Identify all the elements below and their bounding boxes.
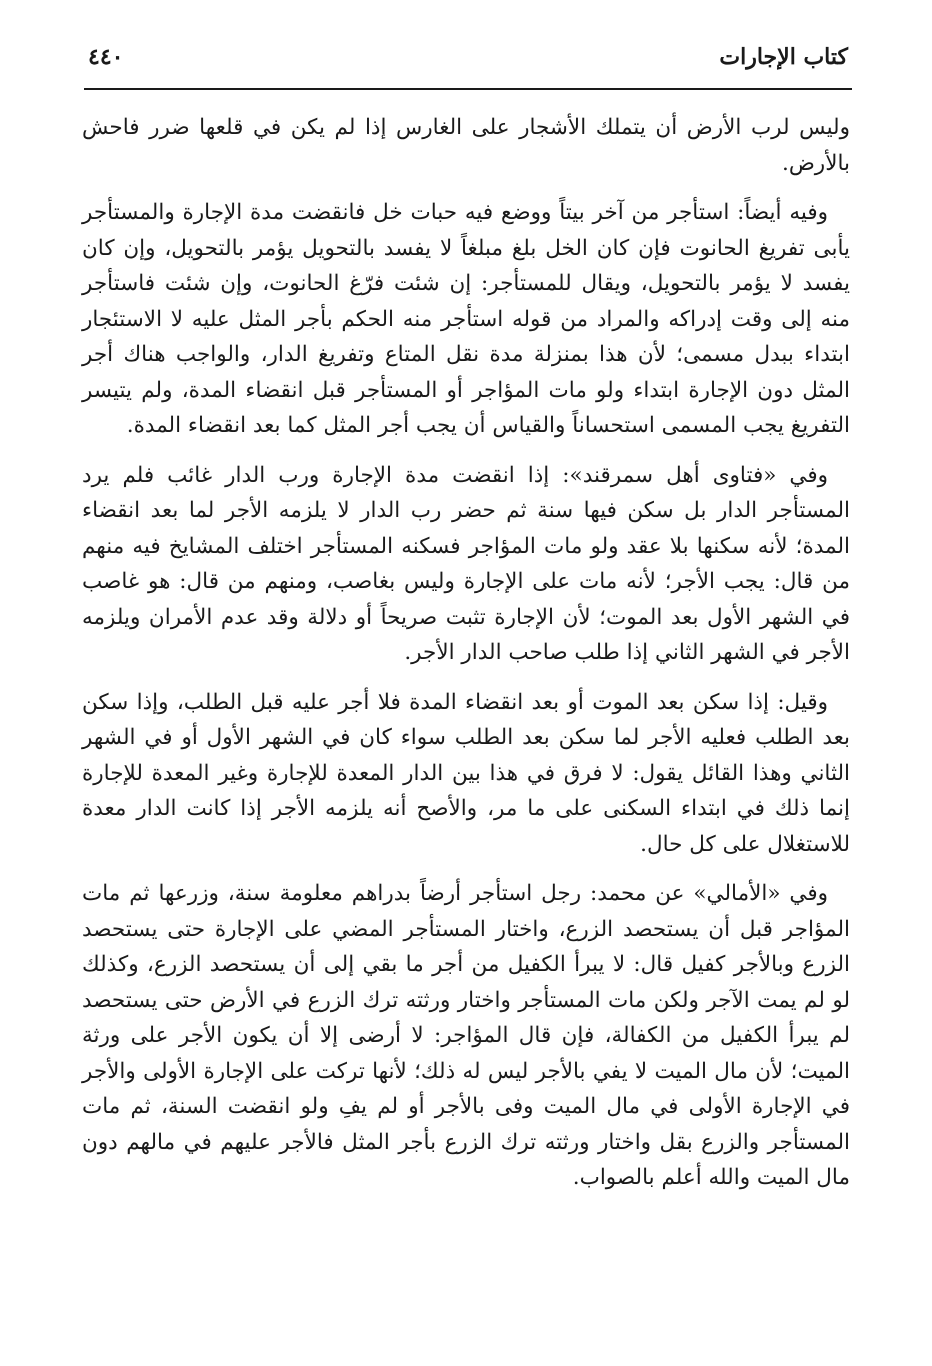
header-divider (84, 88, 852, 90)
page-header (88, 40, 848, 84)
paragraph-1: وليس لرب الأرض أن يتملك الأشجار على الغارس إذا لم يكن في قلعها ضرر فاحش بالأرض. (82, 115, 850, 176)
paragraph-2: وفيه أيضاً: استأجر من آخر بيتاً ووضع فيه حبات خل فانقضت مدة الإجارة والمستأجر يأبى تفريغ الحانوت فإن كان الخل بلغ مبلغاً لا يفسد بالتحويل يؤمر بالتحويل، وإن كان يفسد لا يؤمر بالتحويل، ويقال للمستأجر: إن شئت فرّغ الحانوت، وإن شئت فاستأجر منه إلى وقت إدراكه والمراد من قوله استأجر منه الحكم بأجر المثل عليه لا الاستئجار ابتداء ببدل مسمى؛ لأن هذا بمنزلة مدة نقل المتاع وتفريغ الدار، والواجب هناك أجر المثل دون الإجارة ابتداء ولو مات المؤاجر أو المستأجر قبل انقضاء المدة، ولم يتيسر التفريغ يجب المسمى استحساناً والقياس أن يجب أجر المثل كما بعد انقضاء المدة. (82, 200, 850, 438)
page-number: ٤٤٠ (88, 44, 124, 70)
book-title: كتاب الإجارات (719, 44, 848, 70)
paragraph-3: وفي «فتاوى أهل سمرقند»: إذا انقضت مدة الإجارة ورب الدار غائب فلم يرد المستأجر الدار بل سكن فيها سنة ثم حضر رب الدار لا يلزمه الأجر لما بعد انقضاء المدة؛ لأنه سكنها بلا عقد ولو مات المؤاجر فسكنه المستأجر اختلف المشايخ فيه منهم من قال: يجب الأجر؛ لأنه مات على الإجارة وليس بغاصب، ومنهم من قال: هو غاصب في الشهر الأول بعد الموت؛ لأن الإجارة تثبت صريحاً أو دلالة وقد عدم الأمران ويلزمه الأجر في الشهر الثاني إذا طلب صاحب الدار الأجر. (82, 462, 850, 665)
paragraph-4: وقيل: إذا سكن بعد الموت أو بعد انقضاء المدة فلا أجر عليه قبل الطلب، وإذا سكن بعد الطلب فعليه الأجر لما سكن بعد الطلب سواء كان في الشهر الأول أو في الشهر الثاني وهذا القائل يقول: لا فرق في هذا بين الدار المعدة للإجارة وغير المعدة للإجارة إنما ذلك في ابتداء السكنى على ما مر، والأصح أنه يلزمه الأجر إذا كانت الدار معدة للاستغلال على كل حال. (82, 689, 850, 857)
paragraph-5: وفي «الأمالي» عن محمد: رجل استأجر أرضاً بدراهم معلومة سنة، وزرعها ثم مات المؤاجر قبل أن يستحصد الزرع، واختار المستأجر المضي على الإجارة حتى يستحصد الزرع وبالأجر كفيل قال: لا يبرأ الكفيل من أجر ما بقي إلى أن يستحصد الزرع، وكذلك لو لم يمت الآجر ولكن مات المستأجر واختار ورثته ترك الزرع في الأرض حتى يستحصد لم يبرأ الكفيل من الكفالة، فإن قال المؤاجر: لا أرضى إلا أن يكون الأجر على ورثة الميت؛ لأن مال الميت لا يفي بالأجر ليس له ذلك؛ لأنها تركت على الإجارة الأولى والأجر في الإجارة الأولى في مال الميت وفى بالأجر أو لم يفِ ولو انقضت السنة، ثم مات المستأجر والزرع بقل واختار ورثته ترك الزرع بأجر المثل فالأجر عليهم في مالهم دون مال الميت والله أعلم بالصواب. (82, 881, 850, 1190)
body-text (82, 110, 850, 1210)
